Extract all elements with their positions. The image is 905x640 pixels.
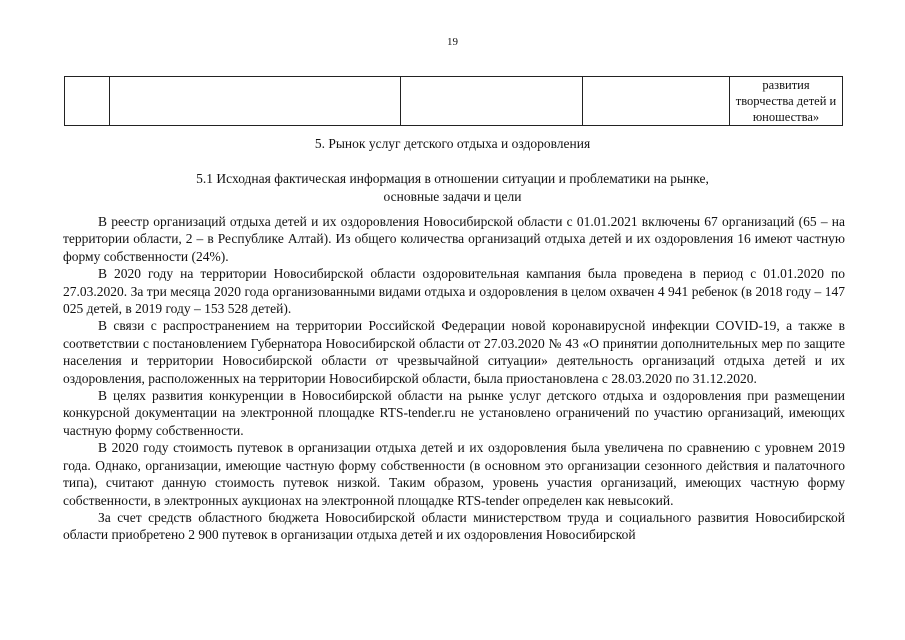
paragraph: В связи с распространением на территории Российской Федерации новой коронавирусной инфекции COVID-19, а также в соответствии с постановлением Губернатора Новосибирской области от 27.03.2020 № 43 «О принятии дополнительных мер по защите населения и территории Новосибирской области от чрезвычайной ситуации» деятельность организаций отдыха детей и их оздоровления, расположенных на территории Новосибирской области, была приостановлена с 28.03.2020 по 31.12.2020. — [63, 318, 845, 386]
table-cell-text: развития творчества детей и юношества» — [730, 77, 843, 126]
paragraph: В 2020 году стоимость путевок в организации отдыха детей и их оздоровления была увеличена по сравнению с уровнем 2019 года. Однако, организации, имеющие частную форму собственности (в основном это организации сезонного действия и палаточного типа), считают данную стоимость путевок низкой. Таким образом, уровень участия организаций, имеющих частную форму собственности, в электронных аукционах на электронной площадке RTS-tender определен как невысокий. — [63, 440, 845, 508]
subsection-title — [0, 170, 905, 206]
paragraph: В 2020 году на территории Новосибирской области оздоровительная кампания была проведена в период с 01.01.2020 по 27.03.2020. За три месяца 2020 года организованными видами отдыха и оздоровления в целом охвачен 4 941 ребенок (в 2018 году – 147 025 детей, в 2019 году – 153 528 детей). — [63, 266, 845, 317]
table-cell — [65, 77, 110, 126]
table-cell — [401, 77, 583, 126]
paragraph: В реестр организаций отдыха детей и их оздоровления Новосибирской области с 01.01.2021 включены 67 организаций (65 – на территории области, 2 – в Республике Алтай). Из общего количества организаций отдыха детей и их оздоровления 16 имеют частную форму собственности (24%). — [63, 214, 845, 264]
section-title: 5. Рынок услуг детского отдыха и оздоровления — [314, 136, 591, 151]
table-cell — [583, 77, 730, 126]
body-text — [63, 213, 845, 544]
page-number: 19 — [447, 36, 458, 48]
paragraph: За счет средств областного бюджета Новосибирской области министерством труда и социального развития Новосибирской области приобретено 2 900 путевок в организации отдыха детей и их оздоровления Новосибирской — [63, 509, 845, 543]
paragraph: В целях развития конкуренции в Новосибирской области на рынке услуг детского отдыха и оздоровления при размещении конкурсной документации на электронной площадке RTS-tender.ru не установлено ограничений по участию организаций, имеющих частную форму собственности. — [63, 388, 845, 438]
table-row — [65, 77, 843, 126]
subsection-title-line: основные задачи и цели — [383, 189, 522, 204]
continuation-table — [64, 76, 843, 126]
table-cell — [110, 77, 401, 126]
subsection-title-line: 5.1 Исходная фактическая информация в отношении ситуации и проблематики на рынке, — [196, 171, 709, 186]
